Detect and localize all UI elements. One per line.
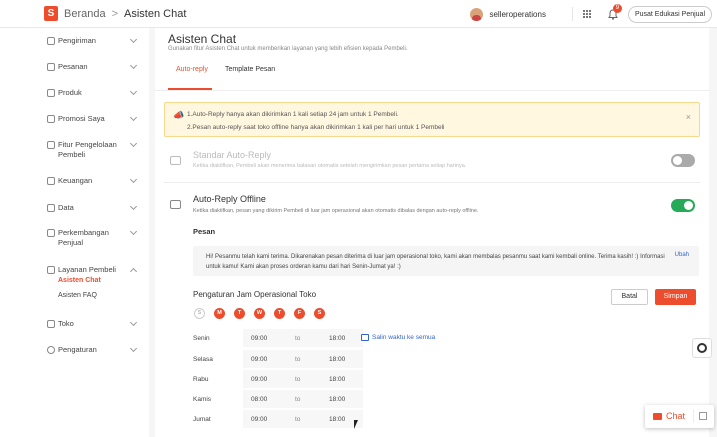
day-friday[interactable]: F	[294, 308, 305, 319]
schedule-row	[193, 370, 363, 390]
chat-widget-button[interactable]	[645, 405, 714, 428]
shopee-logo-icon[interactable]: S	[44, 6, 58, 21]
open-time[interactable]: 09:00	[251, 416, 268, 423]
day-thursday[interactable]: T	[274, 308, 285, 319]
cancel-button[interactable]: Batal	[611, 289, 648, 305]
truck-icon	[47, 37, 55, 45]
time-separator: to	[295, 416, 301, 423]
sidebar-item-label: Fitur Pengelolaan Pembeli	[58, 140, 117, 159]
open-time[interactable]: 09:00	[251, 335, 268, 342]
schedule-day: Rabu	[193, 376, 209, 383]
day-wednesday[interactable]: W	[254, 308, 265, 319]
copy-icon	[361, 334, 369, 341]
chevron-down-icon	[130, 62, 137, 69]
growth-icon	[47, 229, 55, 237]
sidebar-item-label: Pengaturan	[58, 345, 97, 354]
sidebar-item-label: Pengiriman	[58, 36, 96, 45]
username[interactable]: selleroperations	[489, 9, 546, 19]
chat-bubble-icon	[170, 200, 181, 209]
operational-hours-title: Pengaturan Jam Operasional Toko	[193, 290, 317, 299]
sidebar-item-promosi[interactable]	[0, 110, 149, 130]
users-icon	[47, 141, 55, 149]
standard-auto-reply-toggle[interactable]	[671, 154, 695, 167]
product-icon	[47, 89, 55, 97]
headset-icon	[697, 343, 707, 353]
apps-grid-icon[interactable]	[583, 10, 592, 19]
order-icon	[47, 63, 55, 71]
schedule-row	[193, 329, 363, 349]
time-range-input[interactable]	[243, 329, 363, 347]
chevron-down-icon	[130, 114, 137, 121]
schedule-day: Selasa	[193, 356, 213, 363]
notification-bell-icon[interactable]	[608, 4, 620, 20]
tab-template-pesan[interactable]: Template Pesan	[225, 66, 276, 73]
mouse-cursor-icon	[354, 420, 362, 429]
sidebar-item-toko[interactable]	[0, 315, 149, 335]
schedule-row	[193, 390, 363, 410]
support-headset-button[interactable]	[692, 338, 712, 358]
sidebar	[0, 28, 149, 437]
message-label: Pesan	[193, 227, 216, 236]
open-time[interactable]: 08:00	[251, 396, 268, 403]
tab-divider	[155, 90, 709, 91]
tag-icon	[47, 115, 55, 123]
close-icon[interactable]: ×	[685, 112, 691, 122]
sidebar-item-fitur-pengelolaan[interactable]	[0, 136, 149, 166]
sidebar-item-produk[interactable]	[0, 84, 149, 104]
close-time[interactable]: 18:00	[329, 416, 346, 423]
schedule-day: Kamis	[193, 396, 212, 403]
standard-auto-reply-desc: Ketika diaktifkan, Pembeli akan menerima balasan otomatis setelah mengirimkan pesan pertama setiap harinya.	[193, 163, 467, 169]
divider	[164, 182, 700, 183]
chevron-down-icon	[130, 319, 137, 326]
breadcrumb-separator: >	[111, 7, 119, 20]
main-panel	[155, 28, 709, 437]
sidebar-item-label: Pesanan	[58, 62, 88, 71]
sidebar-item-label: Produk	[58, 88, 82, 97]
sidebar-item-label: Data	[58, 203, 74, 212]
chevron-down-icon	[130, 228, 137, 235]
page-description: Gunakan fitur Asisten Chat untuk memberikan layanan yang lebih efisien kepada Pembeli.	[168, 46, 408, 52]
megaphone-icon: 📣	[173, 110, 185, 120]
sidebar-item-pengiriman[interactable]	[0, 32, 149, 52]
chevron-down-icon	[130, 140, 137, 147]
sidebar-subitem-asisten-faq[interactable]: Asisten FAQ	[58, 292, 97, 299]
top-bar	[0, 0, 717, 28]
message-box	[193, 246, 699, 276]
sidebar-item-pesanan[interactable]	[0, 58, 149, 78]
tab-auto-reply[interactable]: Auto-reply	[176, 66, 208, 73]
sidebar-item-perkembangan[interactable]	[0, 224, 149, 254]
chevron-down-icon	[130, 88, 137, 95]
gear-icon	[47, 346, 55, 354]
chevron-up-icon	[130, 268, 137, 275]
time-separator: to	[295, 396, 301, 403]
time-range-input[interactable]	[243, 350, 363, 368]
headset-icon	[47, 266, 55, 274]
toggle-knob	[684, 201, 693, 210]
chat-bubble-icon	[170, 156, 181, 165]
wallet-icon	[47, 177, 55, 185]
chat-icon	[653, 413, 662, 420]
save-button[interactable]: Simpan	[655, 289, 696, 305]
day-tuesday[interactable]: T	[234, 308, 245, 319]
sidebar-item-label: Layanan Pembeli	[58, 265, 116, 274]
offline-auto-reply-title: Auto-Reply Offline	[193, 194, 266, 204]
time-range-input[interactable]	[243, 410, 363, 428]
close-time[interactable]: 18:00	[329, 356, 346, 363]
chevron-down-icon	[130, 345, 137, 352]
copy-time-label: Salin waktu ke semua	[372, 334, 436, 341]
breadcrumb-current: Asisten Chat	[124, 7, 187, 20]
close-time[interactable]: 18:00	[329, 396, 346, 403]
page-title: Asisten Chat	[168, 32, 237, 46]
chevron-down-icon	[130, 176, 137, 183]
divider	[693, 409, 694, 423]
sidebar-subitem-asisten-chat[interactable]: Asisten Chat	[58, 277, 101, 284]
sidebar-item-label: Promosi Saya	[58, 114, 105, 123]
chevron-down-icon	[130, 36, 137, 43]
toggle-knob	[673, 156, 682, 165]
schedule-row	[193, 350, 363, 370]
open-time[interactable]: 09:00	[251, 376, 268, 383]
expand-icon[interactable]	[699, 412, 707, 420]
schedule-row	[193, 410, 363, 430]
schedule-day: Senin	[193, 335, 210, 342]
info-banner	[164, 102, 700, 137]
chat-label: Chat	[666, 411, 686, 421]
chevron-down-icon	[130, 203, 137, 210]
breadcrumb-home[interactable]: Beranda	[64, 7, 106, 20]
day-monday[interactable]: M	[214, 308, 225, 319]
time-separator: to	[295, 376, 301, 383]
day-sunday[interactable]: S	[194, 308, 205, 319]
edit-message-link[interactable]: Ubah	[674, 252, 689, 258]
time-separator: to	[295, 335, 301, 342]
schedule-day: Jumat	[193, 416, 211, 423]
open-time[interactable]: 09:00	[251, 356, 268, 363]
shop-icon	[47, 320, 55, 328]
offline-auto-reply-desc: Ketika diaktifkan, pesan yang dikirim Pembeli di luar jam operasional akan otomatis dibalas dengan auto-reply offline.	[193, 208, 479, 214]
sidebar-item-data[interactable]	[0, 199, 149, 219]
close-time[interactable]: 18:00	[329, 376, 346, 383]
sidebar-item-label: Perkembangan Penjual	[58, 228, 109, 247]
day-saturday[interactable]: S	[314, 308, 325, 319]
sidebar-item-keuangan[interactable]	[0, 172, 149, 192]
time-range-input[interactable]	[243, 390, 363, 408]
sidebar-item-label: Keuangan	[58, 176, 93, 185]
notification-badge: 9	[613, 4, 622, 13]
banner-line-2: 2.Pesan auto-reply saat toko offline hanya akan dikirimkan 1 kali per hari untuk 1 Pembeli	[187, 124, 445, 131]
message-text: Hi! Pesanmu telah kami terima. Dikarenakan pesan diterima di luar jam operasional toko, kami akan membalas pesanmu saat kami kembali online. Terima kasih! :) Informasi untuk kamu! Kami akan proses orderan kamu dari hari Senin-Jumat ya! :)	[206, 254, 665, 270]
sidebar-item-pengaturan[interactable]	[0, 341, 149, 361]
time-range-input[interactable]	[243, 370, 363, 388]
avatar[interactable]	[470, 8, 483, 21]
chart-icon	[47, 204, 55, 212]
close-time[interactable]: 18:00	[329, 335, 346, 342]
time-separator: to	[295, 356, 301, 363]
banner-line-1: 1.Auto-Reply hanya akan dikirimkan 1 kali setiap 24 jam untuk 1 Pembeli.	[187, 111, 399, 118]
offline-auto-reply-toggle[interactable]	[671, 199, 695, 212]
sidebar-item-label: Toko	[58, 319, 74, 328]
seller-education-button[interactable]: Pusat Edukasi Penjual	[628, 6, 712, 23]
copy-time-to-all-link[interactable]	[361, 334, 435, 341]
standard-auto-reply-title: Standar Auto-Reply	[193, 150, 272, 160]
divider	[572, 7, 573, 21]
